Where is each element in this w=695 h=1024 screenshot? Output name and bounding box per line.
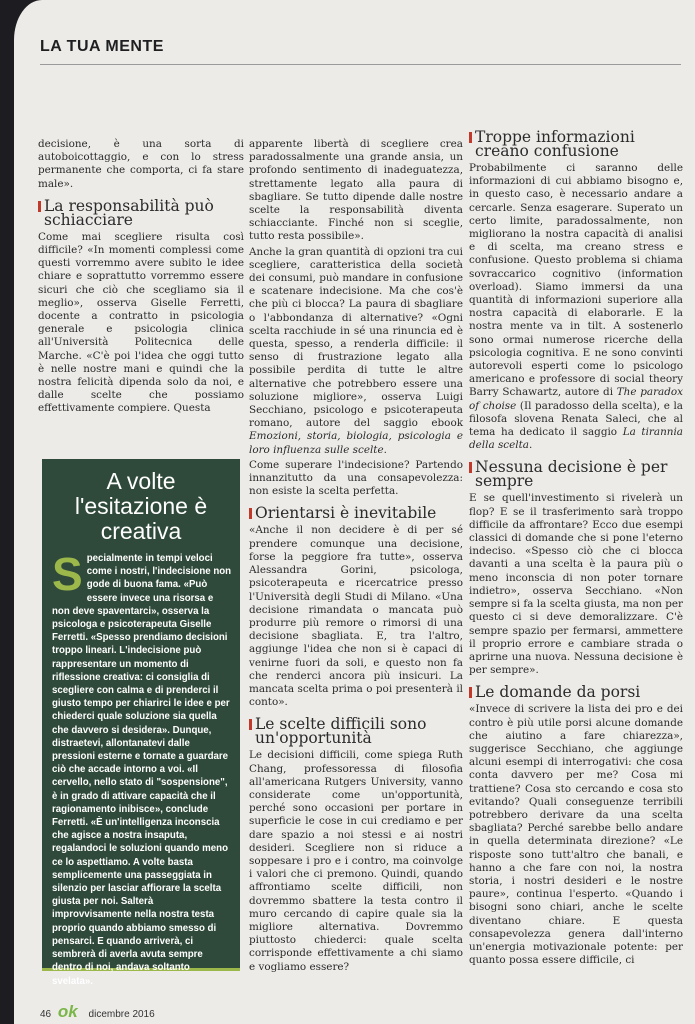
col2-book-title: Emozioni, storia, biologia, psicologia e loro influenza sulle scelte bbox=[249, 430, 463, 456]
col1-responsabilita-text: Come mai scegliere risulta così difficile? «In momenti complessi come questi vorremmo avere subito le idee chiare e soprattutto vorremmo essere sicuri che ciò che scegliamo sia il meglio», osserva Giselle Ferretti, docente a contratto in psicologia generale e psicologia clinica all'Università Politecnica delle Marche. «C'è poi l'idea che oggi tutto è nelle nostre mani e quindi che la nostra felicità dipenda solo da noi, e dalle scelte che possiamo effettivamente compiere. Questa bbox=[38, 230, 244, 415]
col2-p4: «Anche il non decidere è di per sé prendere comunque una decisione, forse la peggiore fra tutte», osserva Alessandra Gorini, psicologa, psicoterapeuta e ricercatrice presso l'Università degli Studi di Milano. «Una decisione rimandata o mancata può produrre più remore o rimorsi di una decisione sbagliata. E, tra l'altro, aggiunge l'idea che non si è capaci di venirne fuori da soli, e questo non fa che renderci ancora più insicuri. La mancata scelta prima o poi presenterà il conto». bbox=[249, 524, 463, 709]
heading-orientarsi: Orientarsi è inevitabile bbox=[249, 506, 463, 520]
column-2 bbox=[249, 138, 463, 976]
sidebar-box bbox=[42, 459, 240, 987]
page-footer bbox=[40, 1002, 155, 1022]
heading-scelte-difficili: Le scelte difficili sono un'opportunità bbox=[249, 717, 463, 745]
sidebar-text: pecialmente in tempi veloci come i nostri, l'indecisione non gode di buona fama. «Può essere invece una risorsa e non deve spaventarci», osserva la psicologa e psicoterapeuta Giselle Ferretti. «Spesso prendiamo decisioni troppo lineari. L'indecisione può rappresentare un momento di riflessione creativa: ci consiglia di scegliere con calma e di prenderci il giusto tempo per chiarirci le idee e per chiederci quale soluzione sia quella che davvero si desidera». Dunque, distraetevi, allontanatevi dalle pressioni esterne e tornate a guardare ciò che accade intorno a voi. «Il cervello, nello stato di "sospensione", è in grado di attivare capacità che il ragionamento inibisce», conclude Ferretti. «È un'intelligenza inconscia che agisce a nostra insaputa, regalandoci le soluzioni quando meno ce lo aspettiamo. A volte basta semplicemente una passeggiata in silenzio per lasciar affiorare la scelta giusta per noi. Salterà improvvisamente nella nostra testa proprio quando abbiamo smesso di pensarci. E quando arriverà, ci sembrerà di averla avuta sempre dentro di noi, andava soltanto svelata». bbox=[52, 553, 232, 987]
col3-p1 bbox=[469, 162, 683, 452]
heading-nessuna-decisione: Nessuna decisione è per sempre bbox=[469, 460, 683, 488]
issue-date: dicembre 2016 bbox=[88, 1009, 155, 1020]
col2-p5: Le decisioni difficili, come spiega Ruth Chang, professoressa di filosofia all'americana Rutgers University, vanno considerate come un'opportunità, perché sono occasioni per portare in superficie le cose in cui crediamo e per dare spazio a noi stessi e ai nostri desideri. Scegliere non si riduce a soppesare i pro e i contro, ma coinvolge i valori che ci premono. Quindi, quando affrontiamo scelte difficili, non dovremmo sbattere la testa contro il muro cercando di capire quale sia la migliore alternativa. Dovremmo piuttosto chiederci: quale scelta corrisponde effettivamente a chi siamo e vogliamo essere? bbox=[249, 749, 463, 973]
col2-p2-a: Anche la gran quantità di opzioni tra cui scegliere, caratteristica della società dei consumi, può mandare in confusione e scatenare indecisione. Ma che cos'è che più ci blocca? La paura di sbagliare o l'abbondanza di alternative? «Ogni scelta racchiude in sé una rinuncia ed è questa, spesso, a renderla difficile: il senso di frustrazione legato alla possibile perdita di tutte le altre alternative che potrebbero essere una soluzione migliore», osserva Luigi Secchiano, psicologo e psicoterapeuta romano, autore del saggio ebook bbox=[249, 245, 463, 430]
col3-p1-b: (Il paradosso della scelta), e la filosofa slovena Renata Saleci, che al tema ha dedicato il saggio bbox=[469, 399, 683, 439]
heading-responsabilita: La responsabilità può schiacciare bbox=[38, 199, 244, 227]
col3-p1-a: Probabilmente ci saranno delle informazioni di cui abbiamo bisogno e, in questo caso, è necessario andare a cercarle. Senza esagerare. Superato un certo limite, paradossalmente, non migliorano la nostra capacità di analisi e di scelta, ma creano stress e confusione. Questo problema si chiama sovraccarico cognitivo (information overload). Siamo immersi da una quantità di informazioni superiore alla nostra capacità di elaborarle. E la nostra mente va in tilt. A sostenerlo sono ormai numerose ricerche della psicologia cognitiva. E ne sono convinti autorevoli esperti come lo psicologo americano e professore di social theory Barry Schawartz, autore di bbox=[469, 162, 683, 399]
col2-p1: apparente libertà di scegliere crea paradossalmente una grande ansia, un profondo sentimento di inadeguatezza, strettamente legato alla paura di sbagliare. Se tutto dipende dalle nostre scelte la responsabilità diventa schiacciante. Finché non si sceglie, tutto resta possibile». bbox=[249, 138, 463, 243]
col3-p1-c: . bbox=[528, 439, 533, 452]
col3-p3: «Invece di scrivere la lista dei pro e dei contro è più utile porsi alcune domande che aiutino a fare chiarezza», suggerisce Secchiano, che aggiunge alcuni esempi di interrogativi: che cosa conta davvero per me? Cosa mi trattiene? Cosa sto cercando e cosa sto evitando? Quali conseguenze terribili potrebbero derivare da una scelta sbagliata? Perché sarebbe bello andare in quella determinata direzione? «Le risposte sono tutt'altro che banali, e hanno a che fare con noi, la nostra storia, i nostri desideri e le nostre paure», continua l'esperto. «Quando i bisogni sono chiari, anche le scelte diventano chiare. E questa consapevolezza genera dall'interno un'energia motivazionale potente: per quanto possa essere difficile, ci bbox=[469, 703, 683, 967]
heading-troppe-informazioni: Troppe informazioni creano confusione bbox=[469, 130, 683, 158]
magazine-page bbox=[14, 0, 695, 1024]
sidebar-title: A volte l'esitazione è creativa bbox=[74, 468, 208, 544]
col3-p2: E se quell'investimento si rivelerà un flop? E se il trasferimento sarà troppo difficile da affrontare? Ecco due esempi classici di domande che si pone l'eterno indeciso. «Spesso ciò che ci blocca davanti a una scelta è la paura più o meno inconscia di non poter tornare indietro», osserva Secchiano. «Non sempre si fa la scelta giusta, ma non per questo ci si deve demoralizzare. C'è sempre spazio per fermarsi, ammettere il proprio errore e cambiare strada o aprirne una nuova. Nessuna decisione è per sempre». bbox=[469, 492, 683, 677]
page-number: 46 bbox=[40, 1009, 52, 1020]
col2-p2-b: . bbox=[383, 443, 387, 456]
column-3 bbox=[469, 122, 683, 969]
col2-p2 bbox=[249, 246, 463, 457]
magazine-logo: ok bbox=[57, 1002, 78, 1021]
drop-cap: S bbox=[52, 548, 83, 600]
heading-domande: Le domande da porsi bbox=[469, 685, 683, 699]
col3-book2: La tirannia della scelta bbox=[469, 426, 683, 452]
section-label: LA TUA MENTE bbox=[40, 38, 164, 55]
header-rule bbox=[40, 64, 681, 65]
col3-book1: The paradox of choise bbox=[469, 386, 683, 412]
column-1 bbox=[38, 138, 244, 418]
col1-intro: decisione, è una sorta di autoboicottaggio, e con lo stress permanente che comporta, ci fa stare male». bbox=[38, 138, 244, 190]
col2-p3: Come superare l'indecisione? Partendo innanzitutto da una consapevolezza: non esiste la scelta perfetta. bbox=[249, 458, 463, 498]
sidebar-body bbox=[42, 548, 240, 988]
